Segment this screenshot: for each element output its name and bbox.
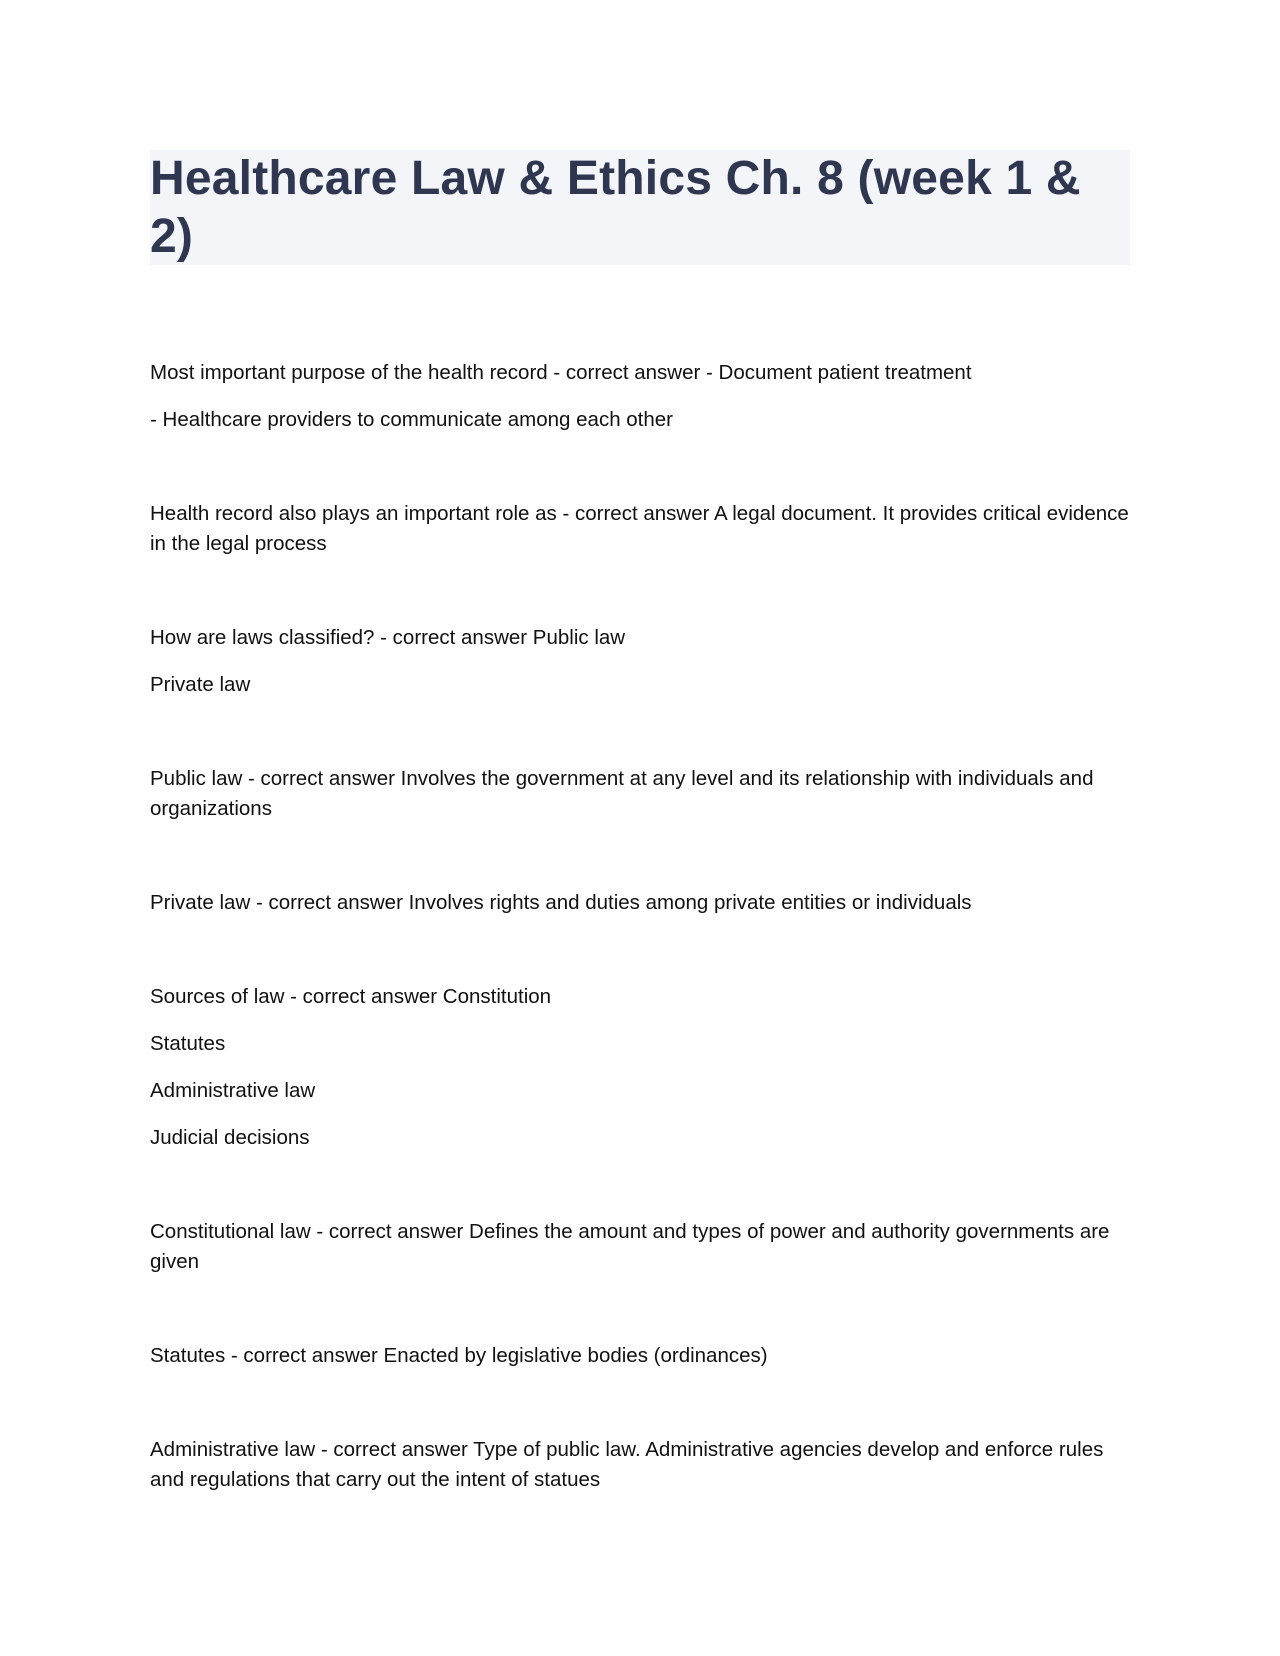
title-block [150,150,1130,265]
qa-entry [150,623,1130,700]
qa-entry [150,1341,1130,1371]
qa-entry [150,982,1130,1153]
entry-line: How are laws classified? - correct answer Public law [150,626,626,649]
entry-line: Statutes [150,1032,226,1055]
entry-line: Private law - correct answer Involves rights and duties among private entities or individuals [150,891,972,914]
qa-entry [150,888,1130,918]
entry-line: Public law - correct answer Involves the government at any level and its relationship with individuals and organizations [150,767,1094,820]
entry-line: Administrative law - correct answer Type of public law. Administrative agencies develop and enforce rules and regulations that carry out the intent of statues [150,1438,1104,1491]
entry-line: Statutes - correct answer Enacted by legislative bodies (ordinances) [150,1344,768,1367]
entry-line: Administrative law [150,1079,316,1102]
entry-line: Sources of law - correct answer Constitution [150,985,552,1008]
document-title: Healthcare Law & Ethics Ch. 8 (week 1 & 2) [150,152,1081,263]
document-body [150,358,1130,1559]
entry-line: Constitutional law - correct answer Defines the amount and types of power and authority governments are given [150,1220,1110,1273]
qa-entry [150,764,1130,824]
entry-line: Judicial decisions [150,1126,310,1149]
entry-line: Most important purpose of the health record - correct answer - Document patient treatment [150,361,972,384]
entry-line: - Healthcare providers to communicate among each other [150,408,674,431]
entry-line: Health record also plays an important role as - correct answer A legal document. It provides critical evidence in the legal process [150,502,1129,555]
qa-entry [150,1217,1130,1277]
qa-entry [150,499,1130,559]
qa-entry [150,1435,1130,1495]
qa-entry [150,358,1130,435]
entry-line: Private law [150,673,251,696]
